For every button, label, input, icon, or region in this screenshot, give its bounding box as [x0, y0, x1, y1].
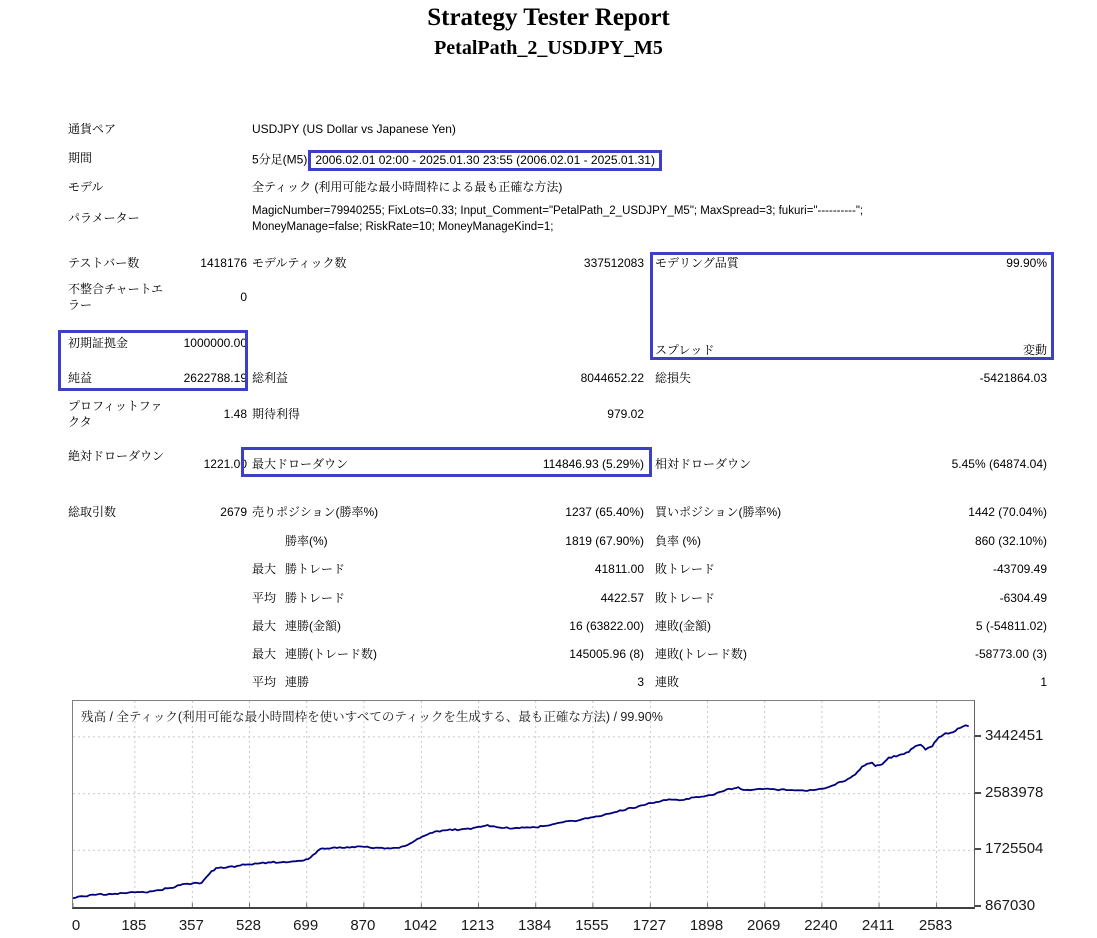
stats-row — [0, 398, 1097, 429]
stat-label: 絶対ドローダウン — [68, 449, 165, 463]
period-label: 期間 — [68, 151, 93, 165]
stat-label: モデリング品質 — [655, 256, 739, 270]
stat-value: 2679 — [220, 505, 247, 519]
stat-label: 純益 — [68, 371, 93, 385]
chart-title: 残高 / 全ティック(利用可能な最小時間枠を使いすべてのティックを生成する、最も正確な方法) / 99.90% — [81, 710, 663, 724]
stat-label: 勝トレード — [285, 591, 346, 605]
stat-value: 2622788.19 — [183, 371, 247, 385]
x-tick-label: 1213 — [460, 917, 495, 934]
x-tick-label: 1555 — [575, 917, 609, 934]
stats-row — [0, 370, 1097, 386]
stat-prefix: 最大 — [252, 562, 277, 576]
stat-value: -6304.49 — [999, 591, 1047, 605]
stat-value: -58773.00 (3) — [974, 647, 1047, 661]
y-tick-dash — [975, 735, 981, 737]
stats-row — [0, 342, 1097, 358]
stat-label: 不整合チャートエラー — [68, 282, 164, 312]
symbol-label: 通貨ペア — [68, 122, 117, 136]
stat-label: 連勝(トレード数) — [285, 647, 377, 661]
x-tick-label: 2240 — [804, 917, 838, 934]
stats-row — [0, 504, 1097, 520]
x-tick-label: 870 — [350, 917, 376, 934]
stat-value: -43709.49 — [992, 562, 1047, 576]
stat-value: 145005.96 (8) — [569, 647, 644, 661]
balance-chart — [72, 700, 975, 909]
x-tick-label: 357 — [178, 917, 204, 934]
stat-value: 16 (63822.00) — [569, 619, 644, 633]
stat-value: 860 (32.10%) — [974, 534, 1047, 548]
x-tick-label: 528 — [236, 917, 262, 934]
model-label: モデル — [68, 180, 104, 194]
page-title: Strategy Tester Report — [427, 4, 670, 31]
stat-label: 敗トレード — [655, 562, 716, 576]
stat-value: 3 — [637, 675, 644, 689]
x-tick-label: 1727 — [632, 917, 667, 934]
x-tick-label: 2583 — [918, 917, 953, 934]
y-tick-dash — [975, 792, 981, 794]
x-tick-label: 699 — [293, 917, 319, 934]
stat-label: 勝トレード — [285, 562, 346, 576]
stat-value: -5421864.03 — [979, 371, 1047, 385]
parameters-label: パラメーター — [68, 211, 140, 225]
stats-row — [0, 618, 1097, 634]
stats-row — [0, 561, 1097, 577]
stat-label: 敗トレード — [655, 591, 716, 605]
stats-row — [0, 255, 1097, 271]
stat-label: 売りポジション(勝率%) — [252, 505, 379, 519]
stat-label: モデルティック数 — [252, 256, 347, 270]
stat-value: 1237 (65.40%) — [565, 505, 644, 519]
stat-value: 1.48 — [223, 407, 247, 421]
x-tick-label: 1042 — [403, 917, 438, 934]
y-tick-label: 3442451 — [985, 726, 1044, 744]
stat-label: 相対ドローダウン — [655, 457, 752, 471]
stat-value: 1442 (70.04%) — [968, 505, 1047, 519]
stat-value: 114846.93 (5.29%) — [542, 457, 644, 471]
x-tick-label: 185 — [121, 917, 147, 934]
x-tick-label: 2411 — [861, 917, 895, 934]
stat-value: 1819 (67.90%) — [565, 534, 644, 548]
x-tick-label: 1384 — [518, 917, 552, 934]
stat-prefix: 最大 — [252, 619, 277, 633]
period-timeframe: 5分足(M5) — [252, 152, 308, 167]
stat-label: 負率 (%) — [655, 534, 701, 548]
model-value: 全ティック (利用可能な最小時間枠による最も正確な方法) — [252, 180, 563, 194]
stat-label: 期待利得 — [252, 407, 301, 421]
stat-label: 買いポジション(勝率%) — [655, 505, 782, 519]
y-tick-dash — [975, 848, 981, 850]
stat-value: 8044652.22 — [580, 371, 644, 385]
stats-row — [0, 590, 1097, 606]
stat-value: 0 — [240, 290, 247, 304]
stat-value: 99.90% — [1006, 256, 1047, 270]
stat-label: 連勝(金額) — [285, 619, 341, 633]
stat-label: 連敗(トレード数) — [655, 647, 747, 661]
info-row-period — [0, 150, 1097, 168]
stat-value: 4422.57 — [600, 591, 644, 605]
stat-prefix: 平均 — [252, 591, 277, 605]
stat-value: 5 (-54811.02) — [975, 619, 1047, 633]
stats-row — [0, 674, 1097, 690]
stat-label: テストバー数 — [68, 256, 140, 270]
stat-value: 41811.00 — [594, 562, 644, 576]
balance-line — [73, 725, 969, 898]
stat-value: 1 — [1040, 675, 1047, 689]
symbol-value: USDJPY (US Dollar vs Japanese Yen) — [252, 122, 456, 136]
balance-curve-svg — [73, 701, 974, 907]
stat-label: 最大ドローダウン — [252, 457, 349, 471]
stat-value: 変動 — [1022, 343, 1047, 357]
y-tick-dash — [975, 905, 981, 907]
info-row-model — [0, 179, 1097, 197]
stat-label: 総利益 — [252, 371, 289, 385]
stats-row — [0, 281, 1097, 312]
parameters-line-1: MagicNumber=79940255; FixLots=0.33; Input_Comment="PetalPath_2_USDJPY_M5"; MaxSpread=3; fukuri="----------"; — [252, 205, 864, 217]
x-tick-label: 1898 — [689, 917, 724, 934]
stat-label: 勝率(%) — [285, 534, 328, 548]
info-row-symbol — [0, 121, 1097, 139]
stat-value: 337512083 — [583, 256, 644, 270]
stat-value: 1221.00 — [203, 457, 247, 471]
stat-label: 初期証拠金 — [68, 336, 129, 350]
stat-label: 連敗 — [655, 675, 680, 689]
stat-label: 総損失 — [655, 371, 692, 385]
stat-value: 1418176 — [200, 256, 247, 270]
stat-label: スプレッド — [655, 343, 715, 357]
stat-value: 979.02 — [607, 407, 644, 421]
stat-label: プロフィットファクタ — [68, 399, 163, 429]
stat-label: 総取引数 — [68, 505, 117, 519]
y-tick-label: 867030 — [985, 897, 1036, 914]
stats-row — [0, 646, 1097, 662]
stat-value: 5.45% (64874.04) — [951, 457, 1047, 471]
y-tick-label: 1725504 — [985, 840, 1044, 858]
x-tick-label: 2069 — [747, 917, 781, 934]
stat-label: 連敗(金額) — [655, 619, 711, 633]
parameters-line-2: MoneyManage=false; RiskRate=10; MoneyManageKind=1; — [252, 221, 554, 233]
stats-row — [0, 533, 1097, 549]
stats-row — [0, 448, 1097, 471]
page-subtitle: PetalPath_2_USDJPY_M5 — [434, 37, 663, 59]
stat-prefix: 平均 — [252, 675, 277, 689]
x-tick-label: 0 — [71, 917, 81, 934]
info-row-parameters — [0, 205, 1097, 233]
period-range-highlight-box: 2006.02.01 02:00 - 2025.01.30 23:55 (2006.02.01 - 2025.01.31) — [308, 150, 662, 171]
stat-prefix: 最大 — [252, 647, 277, 661]
stat-value: 1000000.00 — [183, 336, 247, 350]
y-tick-label: 2583978 — [985, 783, 1044, 801]
stat-label: 連勝 — [285, 675, 310, 689]
period-value — [252, 150, 662, 171]
